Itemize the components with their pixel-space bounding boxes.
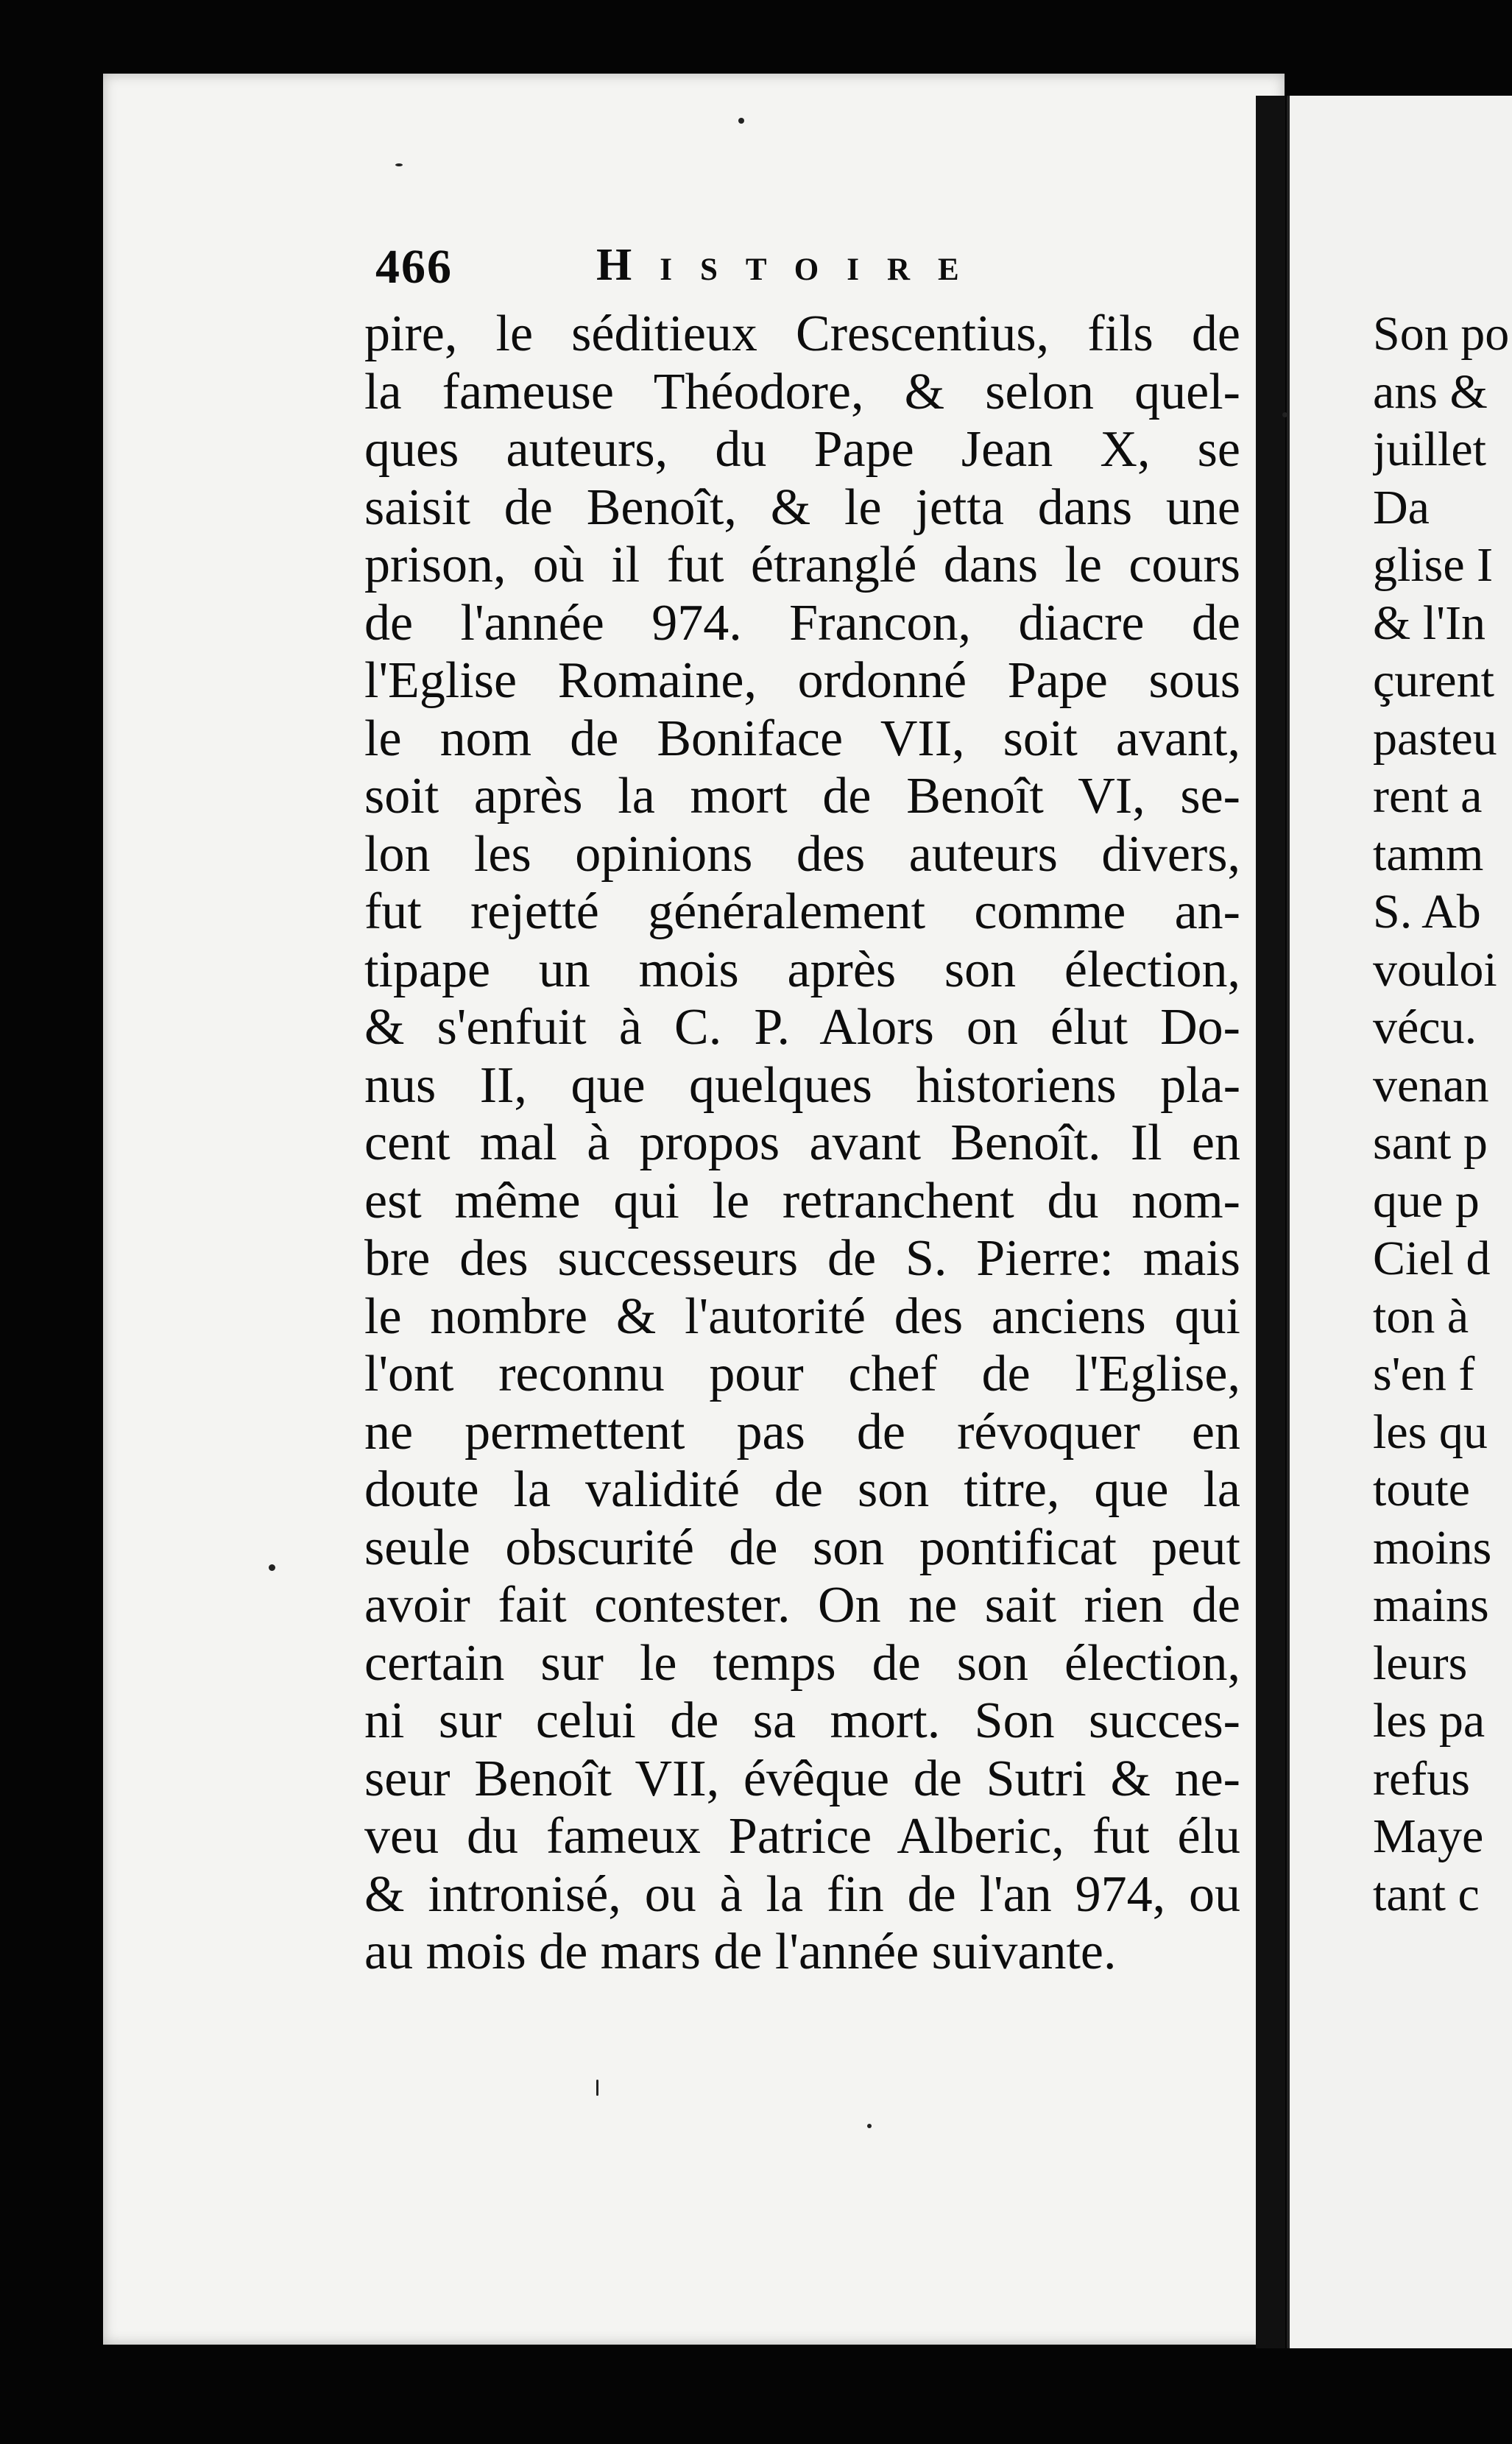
right-page-line: tamm bbox=[1373, 827, 1484, 881]
right-page-line: Ciel d bbox=[1373, 1232, 1491, 1285]
text-line: ne permettent pas de révoquer en bbox=[364, 1403, 1240, 1461]
text-line: tipape un mois après son élection, bbox=[364, 941, 1240, 998]
ink-speck bbox=[596, 2080, 598, 2096]
right-page-line: Da bbox=[1373, 480, 1430, 534]
text-line: la fameuse Théodore, & selon quel- bbox=[364, 363, 1240, 420]
ink-speck bbox=[269, 1564, 275, 1571]
right-page-line: moins bbox=[1373, 1520, 1492, 1575]
right-page-line: rent a bbox=[1373, 769, 1483, 823]
text-line: ques auteurs, du Pape Jean X, se bbox=[364, 421, 1240, 478]
right-page-line: que p bbox=[1373, 1173, 1480, 1228]
text-line: pire, le séditieux Crescentius, fils de bbox=[364, 306, 1240, 362]
right-page-line: juillet bbox=[1373, 423, 1486, 476]
text-line: l'Eglise Romaine, ordonné Pape sous bbox=[364, 652, 1240, 709]
running-title: Histoire bbox=[596, 240, 987, 290]
text-line: seur Benoît VII, évêque de Sutri & ne- bbox=[364, 1750, 1240, 1807]
right-page-line: les pa bbox=[1373, 1694, 1485, 1748]
text-line: bre des successeurs de S. Pierre: mais bbox=[364, 1230, 1240, 1287]
text-line: cent mal à propos avant Benoît. Il en bbox=[364, 1115, 1240, 1171]
ink-speck bbox=[738, 118, 744, 124]
text-line: prison, où il fut étranglé dans le cours bbox=[364, 537, 1240, 593]
text-line: avoir fait contester. On ne sait rien de bbox=[364, 1577, 1240, 1634]
text-line: & intronisé, ou à la fin de l'an 974, ou bbox=[364, 1865, 1240, 1923]
right-page-line: venan bbox=[1373, 1058, 1489, 1112]
right-page-line: toute bbox=[1373, 1463, 1470, 1516]
text-line: au mois de mars de l'année suivante. bbox=[364, 1924, 1117, 1980]
body-text bbox=[364, 306, 1240, 1982]
text-line: le nom de Boniface VII, soit avant, bbox=[364, 710, 1240, 767]
right-page-line: tant c bbox=[1373, 1867, 1480, 1921]
ink-speck bbox=[1282, 412, 1287, 417]
right-page-line: S. Ab bbox=[1373, 885, 1481, 939]
right-page-line: Maye bbox=[1373, 1809, 1484, 1863]
text-line: soit après la mort de Benoît VI, se- bbox=[364, 768, 1240, 824]
right-page-line: glise I bbox=[1373, 538, 1494, 592]
page-gutter bbox=[1256, 96, 1285, 2348]
text-line: lon les opinions des auteurs divers, bbox=[364, 825, 1240, 883]
text-line: doute la validité de son titre, que la bbox=[364, 1461, 1240, 1518]
text-line: saisit de Benoît, & le jetta dans une bbox=[364, 478, 1240, 536]
right-page-line: ans & bbox=[1373, 364, 1488, 419]
page-number: 466 bbox=[375, 240, 453, 294]
ink-speck bbox=[867, 2124, 872, 2128]
right-page-line: s'en f bbox=[1373, 1347, 1475, 1401]
text-line: certain sur le temps de son élection, bbox=[364, 1634, 1240, 1692]
text-line: seule obscurité de son pontificat peut bbox=[364, 1519, 1240, 1576]
text-line: fut rejetté généralement comme an- bbox=[364, 883, 1240, 940]
right-page-line: refus bbox=[1373, 1751, 1470, 1806]
right-page-line: mains bbox=[1373, 1578, 1489, 1632]
text-line: nus II, que quelques historiens pla- bbox=[364, 1056, 1240, 1114]
text-line: & s'enfuit à C. P. Alors on élut Do- bbox=[364, 999, 1240, 1056]
right-page-line: sant p bbox=[1373, 1116, 1488, 1170]
right-page-line: çurent bbox=[1373, 654, 1494, 707]
right-page-text-fragments bbox=[1373, 306, 1512, 1924]
right-page-line: Son po bbox=[1373, 307, 1510, 361]
right-page-line: les qu bbox=[1373, 1405, 1488, 1459]
right-page-line: & l'In bbox=[1373, 596, 1486, 650]
text-line: ni sur celui de sa mort. Son succes- bbox=[364, 1692, 1240, 1749]
text-line: l'ont reconnu pour chef de l'Eglise, bbox=[364, 1346, 1240, 1402]
right-page-line: ton à bbox=[1373, 1289, 1469, 1343]
ink-speck bbox=[395, 163, 403, 166]
right-page-line: pasteu bbox=[1373, 711, 1497, 766]
text-line: le nombre & l'autorité des anciens qui bbox=[364, 1288, 1240, 1345]
text-line: de l'année 974. Francon, diacre de bbox=[364, 594, 1240, 651]
right-page-line: leurs bbox=[1373, 1636, 1468, 1690]
text-line: veu du fameux Patrice Alberic, fut élu bbox=[364, 1808, 1240, 1865]
text-line: est même qui le retranchent du nom- bbox=[364, 1172, 1240, 1229]
right-page-line: vécu. bbox=[1373, 1000, 1477, 1054]
right-page-line: vouloi bbox=[1373, 942, 1497, 997]
